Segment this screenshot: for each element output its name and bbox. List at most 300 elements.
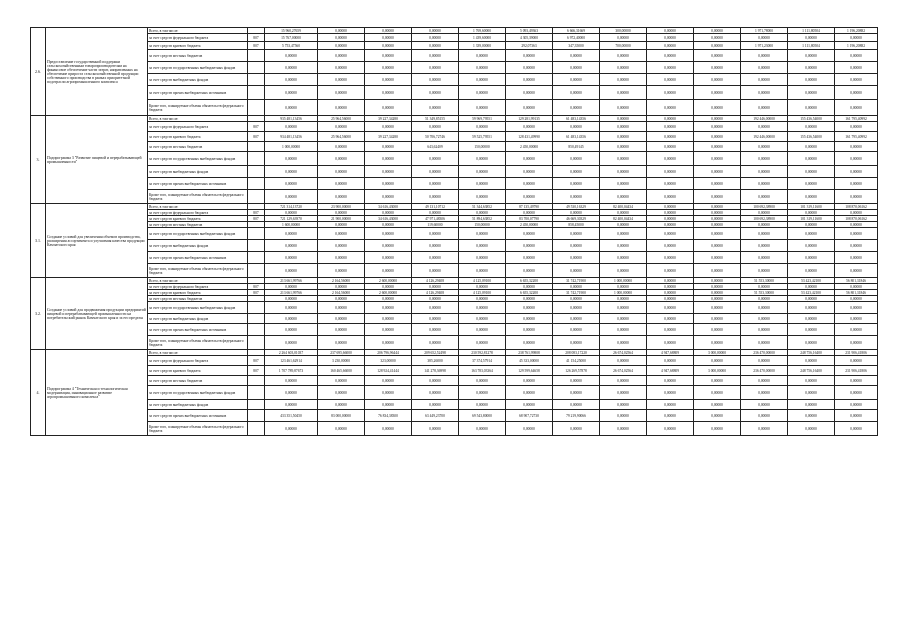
value-cell: 0,00000 — [647, 166, 694, 178]
funding-source-label: за счет средств государственных внебюджетных фондов — [148, 386, 248, 400]
section-index: 3.1. — [31, 204, 46, 278]
value-cell: 0,00000 — [318, 376, 365, 386]
table-row — [31, 142, 878, 152]
value-cell: 0,00000 — [694, 228, 741, 240]
value-cell: 0,00000 — [506, 336, 553, 350]
value-cell: 0,00000 — [600, 400, 647, 410]
budget-code: 807 — [248, 210, 265, 216]
value-cell: 0,00000 — [647, 302, 694, 314]
value-cell: 0,00000 — [741, 142, 788, 152]
value-cell: 3 000,00000 — [694, 366, 741, 376]
value-cell: 0,00000 — [506, 422, 553, 436]
value-cell: 0,00000 — [694, 410, 741, 422]
value-cell: 0,00000 — [788, 74, 835, 86]
value-cell: 100 692,38900 — [741, 216, 788, 222]
value-cell: 0,00000 — [647, 410, 694, 422]
value-cell: 1 769,60000 — [459, 28, 506, 34]
funding-source-label: за счет средств местных бюджетов — [148, 50, 248, 62]
value-cell: 0,00000 — [412, 324, 459, 336]
value-cell: 0,00000 — [647, 152, 694, 166]
value-cell: 0,00000 — [788, 296, 835, 302]
value-cell: 0,00000 — [694, 356, 741, 366]
value-cell: 0,00000 — [412, 314, 459, 324]
value-cell: 6 972,40000 — [553, 34, 600, 42]
table-row — [31, 324, 878, 336]
table-row — [31, 336, 878, 350]
value-cell: 0,00000 — [553, 284, 600, 290]
value-cell: 83 000,00000 — [318, 410, 365, 422]
value-cell: 0,00000 — [647, 116, 694, 122]
value-cell: 0,00000 — [365, 240, 412, 252]
budget-code — [248, 400, 265, 410]
budget-code — [248, 422, 265, 436]
value-cell: 0,00000 — [741, 62, 788, 74]
funding-source-label: за счет средств краевого бюджета — [148, 366, 248, 376]
value-cell: 0,00000 — [741, 386, 788, 400]
value-cell: 0,00000 — [647, 34, 694, 42]
value-cell: 0,00000 — [647, 132, 694, 142]
value-cell: 0,00000 — [318, 284, 365, 290]
value-cell: 0,00000 — [835, 314, 878, 324]
section-index: 3.2. — [31, 278, 46, 350]
value-cell: 0,00000 — [318, 210, 365, 216]
value-cell: 39 227,34280 — [365, 132, 412, 142]
value-cell: 0,00000 — [265, 240, 318, 252]
value-cell: 0,00000 — [694, 324, 741, 336]
value-cell: 0,00000 — [835, 122, 878, 132]
value-cell: 0,00000 — [459, 166, 506, 178]
value-cell: 0,00000 — [412, 100, 459, 116]
value-cell: 0,00000 — [459, 302, 506, 314]
value-cell: 87 135,49790 — [506, 204, 553, 210]
section-index: 2.6. — [31, 28, 46, 116]
value-cell: 0,00000 — [412, 122, 459, 132]
table-row — [31, 386, 878, 400]
value-cell: 0,00000 — [506, 152, 553, 166]
value-cell: 0,00000 — [835, 50, 878, 62]
value-cell: 0,00000 — [694, 204, 741, 210]
value-cell: 0,00000 — [835, 386, 878, 400]
value-cell: 0,00000 — [741, 50, 788, 62]
value-cell: 0,00000 — [788, 356, 835, 366]
value-cell: 0,00000 — [459, 152, 506, 166]
value-cell: 155 436,54000 — [788, 116, 835, 122]
value-cell: 4 305,39000 — [506, 34, 553, 42]
value-cell: 0,00000 — [600, 142, 647, 152]
value-cell: 0,00000 — [835, 210, 878, 216]
value-cell: 0,00000 — [459, 336, 506, 350]
value-cell: 0,00000 — [694, 252, 741, 264]
value-cell: 0,00000 — [265, 336, 318, 350]
value-cell: 0,00000 — [694, 86, 741, 100]
value-cell: 0,00000 — [318, 296, 365, 302]
table-row — [31, 422, 878, 436]
value-cell: 0,00000 — [600, 228, 647, 240]
value-cell: 0,00000 — [741, 356, 788, 366]
value-cell: 0,00000 — [600, 62, 647, 74]
value-cell: 0,00000 — [647, 210, 694, 216]
budget-code — [248, 386, 265, 400]
value-cell: 3 230,00000 — [318, 356, 365, 366]
value-cell: 0,00000 — [788, 190, 835, 204]
value-cell: 0,00000 — [835, 178, 878, 190]
value-cell: 0,00000 — [459, 228, 506, 240]
value-cell: 0,00000 — [694, 34, 741, 42]
value-cell: 0,00000 — [506, 166, 553, 178]
value-cell: 129 599,64658 — [506, 366, 553, 376]
value-cell: 0,00000 — [600, 252, 647, 264]
budget-code — [248, 100, 265, 116]
value-cell: 231 906,41806 — [835, 350, 878, 356]
value-cell: 4 947,68809 — [647, 350, 694, 356]
value-cell: 0,00000 — [459, 240, 506, 252]
value-cell: 79 219,90066 — [553, 410, 600, 422]
value-cell: 0,00000 — [835, 264, 878, 278]
budget-code — [248, 178, 265, 190]
value-cell: 0,00000 — [412, 302, 459, 314]
value-cell: 4 947,68809 — [647, 366, 694, 376]
value-cell: 4 126,29408 — [412, 278, 459, 284]
value-cell: 0,00000 — [835, 296, 878, 302]
value-cell: 0,00000 — [506, 100, 553, 116]
budget-code: 807 — [248, 356, 265, 366]
value-cell: 0,00000 — [694, 178, 741, 190]
value-cell: 0,00000 — [318, 34, 365, 42]
budget-code: 807 — [248, 284, 265, 290]
table-row — [31, 122, 878, 132]
value-cell: 0,00000 — [265, 122, 318, 132]
table-row — [31, 240, 878, 252]
value-cell: 858,45000 — [553, 222, 600, 228]
budget-code: 807 — [248, 366, 265, 376]
value-cell: 0,00000 — [694, 290, 741, 296]
value-cell: 0,00000 — [647, 296, 694, 302]
value-cell: 0,00000 — [553, 400, 600, 410]
value-cell: 0,00000 — [412, 228, 459, 240]
value-cell: 0,00000 — [694, 116, 741, 122]
budget-code: 807 — [248, 132, 265, 142]
value-cell: 0,00000 — [647, 178, 694, 190]
value-cell: 0,00000 — [365, 376, 412, 386]
value-cell: 213 661,99766 — [265, 278, 318, 284]
value-cell: 0,00000 — [741, 400, 788, 410]
budget-table — [30, 27, 878, 436]
value-cell: 0,00000 — [318, 222, 365, 228]
value-cell: 0,00000 — [741, 302, 788, 314]
funding-source-label: Всего, в том числе: — [148, 116, 248, 122]
value-cell: 1 971,23000 — [741, 42, 788, 50]
value-cell: 0,00000 — [600, 34, 647, 42]
value-cell: 0,00000 — [600, 240, 647, 252]
budget-code: 807 — [248, 216, 265, 222]
value-cell: 0,00000 — [506, 284, 553, 290]
value-cell: 0,00000 — [459, 296, 506, 302]
value-cell: 0,00000 — [365, 324, 412, 336]
value-cell: 0,00000 — [600, 410, 647, 422]
value-cell: 47 971,48306 — [412, 216, 459, 222]
value-cell: 0,00000 — [835, 400, 878, 410]
table-row — [31, 228, 878, 240]
value-cell: 2 450,00000 — [506, 142, 553, 152]
value-cell: 248 756,16400 — [788, 366, 835, 376]
value-cell: 0,00000 — [647, 324, 694, 336]
value-cell: 26 674,02564 — [600, 366, 647, 376]
value-cell: 0,00000 — [741, 410, 788, 422]
value-cell: 0,00000 — [835, 152, 878, 166]
value-cell: 385,26000 — [412, 356, 459, 366]
value-cell: 0,00000 — [694, 166, 741, 178]
value-cell: 0,00000 — [835, 302, 878, 314]
value-cell: 0,00000 — [553, 422, 600, 436]
value-cell: 0,00000 — [365, 314, 412, 324]
funding-source-label: Кроме того, планируемые объемы обязательств федерального бюджета — [148, 190, 248, 204]
value-cell: 0,00000 — [265, 74, 318, 86]
value-cell: 0,00000 — [788, 86, 835, 100]
value-cell: 0,00000 — [694, 296, 741, 302]
funding-source-label: Всего, в том числе: — [148, 204, 248, 210]
value-cell: 0,00000 — [265, 86, 318, 100]
value-cell: 0,00000 — [365, 28, 412, 34]
value-cell: 0,00000 — [600, 210, 647, 216]
budget-code — [248, 86, 265, 100]
value-cell: 0,00000 — [788, 400, 835, 410]
value-cell: 0,00000 — [553, 240, 600, 252]
value-cell: 0,00000 — [647, 356, 694, 366]
value-cell: 0,00000 — [459, 422, 506, 436]
value-cell: 76 834,38300 — [365, 410, 412, 422]
funding-source-label: за счет средств внебюджетных фондов — [148, 314, 248, 324]
table-row — [31, 376, 878, 386]
value-cell: 0,00000 — [600, 296, 647, 302]
value-cell: 0,00000 — [835, 166, 878, 178]
value-cell: 0,00000 — [741, 190, 788, 204]
value-cell: 0,00000 — [459, 62, 506, 74]
value-cell: 0,00000 — [600, 190, 647, 204]
budget-code: 807 — [248, 42, 265, 50]
value-cell: 56 801,31846 — [835, 290, 878, 296]
value-cell: 5 753,47560 — [265, 42, 318, 50]
value-cell: 0,00000 — [412, 252, 459, 264]
value-cell: 108 870,06162 — [835, 204, 878, 210]
value-cell: 0,00000 — [788, 222, 835, 228]
value-cell: 0,00000 — [459, 314, 506, 324]
value-cell: 0,00000 — [318, 86, 365, 100]
budget-code: 807 — [248, 34, 265, 42]
value-cell: 0,00000 — [553, 264, 600, 278]
value-cell: 0,00000 — [694, 422, 741, 436]
funding-source-label: за счет средств внебюджетных фондов — [148, 400, 248, 410]
value-cell: 0,00000 — [318, 142, 365, 152]
value-cell: 0,00000 — [600, 152, 647, 166]
value-cell: 31 742,71900 — [553, 278, 600, 284]
table-row — [31, 410, 878, 422]
value-cell: 2 164,56000 — [318, 290, 365, 296]
value-cell: 0,00000 — [741, 422, 788, 436]
value-cell: 0,00000 — [600, 302, 647, 314]
value-cell: 0,00000 — [600, 422, 647, 436]
value-cell: 0,00000 — [741, 210, 788, 216]
value-cell: 6 655,32200 — [506, 290, 553, 296]
value-cell: 0,00000 — [459, 210, 506, 216]
value-cell: 0,00000 — [412, 74, 459, 86]
value-cell: 0,00000 — [647, 290, 694, 296]
value-cell: 0,00000 — [741, 222, 788, 228]
value-cell: 0,00000 — [647, 376, 694, 386]
value-cell: 300,00000 — [600, 28, 647, 34]
value-cell: 53 423,42100 — [788, 278, 835, 284]
value-cell: 82 400,04434 — [600, 216, 647, 222]
value-cell: 0,00000 — [318, 42, 365, 50]
value-cell: 0,00000 — [694, 264, 741, 278]
value-cell: 0,00000 — [459, 264, 506, 278]
value-cell: 0,00000 — [412, 296, 459, 302]
table-row — [31, 62, 878, 74]
value-cell: 0,00000 — [741, 264, 788, 278]
funding-source-label: Кроме того, планируемые объемы обязательств федерального бюджета — [148, 100, 248, 116]
value-cell: 68 907,72730 — [506, 410, 553, 422]
value-cell: 0,00000 — [788, 386, 835, 400]
budget-code — [248, 302, 265, 314]
value-cell: 0,00000 — [265, 386, 318, 400]
value-cell: 0,00000 — [741, 122, 788, 132]
value-cell: 25 964,56000 — [318, 116, 365, 122]
value-cell: 0,00000 — [835, 100, 878, 116]
value-cell: 0,00000 — [600, 314, 647, 324]
value-cell: 0,00000 — [506, 228, 553, 240]
budget-code — [248, 336, 265, 350]
value-cell: 850,49145 — [553, 142, 600, 152]
value-cell: 0,00000 — [412, 422, 459, 436]
value-cell: 4 125,09100 — [459, 278, 506, 284]
value-cell: 236 470,00000 — [741, 350, 788, 356]
value-cell: 119,60000 — [412, 222, 459, 228]
value-cell: 0,00000 — [506, 62, 553, 74]
value-cell: 1 000,00000 — [600, 278, 647, 284]
value-cell: 0,00000 — [365, 142, 412, 152]
value-cell: 0,00000 — [506, 240, 553, 252]
value-cell: 0,00000 — [265, 302, 318, 314]
value-cell: 0,00000 — [365, 252, 412, 264]
value-cell: 0,00000 — [694, 216, 741, 222]
value-cell: 0,00000 — [318, 324, 365, 336]
value-cell: 643,62409 — [412, 142, 459, 152]
value-cell: 0,00000 — [318, 386, 365, 400]
value-cell: 0,00000 — [265, 296, 318, 302]
value-cell: 0,00000 — [506, 50, 553, 62]
funding-source-label: за счет средств федерального бюджета — [148, 210, 248, 216]
value-cell: 0,00000 — [647, 28, 694, 34]
value-cell: 0,00000 — [506, 74, 553, 86]
value-cell: 0,00000 — [459, 252, 506, 264]
value-cell: 0,00000 — [412, 376, 459, 386]
value-cell: 6 655,32200 — [506, 278, 553, 284]
value-cell: 0,00000 — [741, 284, 788, 290]
value-cell: 0,00000 — [506, 376, 553, 386]
value-cell: 56 801,31846 — [835, 278, 878, 284]
value-cell: 0,00000 — [647, 204, 694, 210]
value-cell: 721 314,13720 — [265, 204, 318, 210]
table-row — [31, 314, 878, 324]
value-cell: 0,00000 — [694, 100, 741, 116]
value-cell: 123 461,62914 — [265, 356, 318, 366]
budget-code — [248, 74, 265, 86]
value-cell: 0,00000 — [741, 166, 788, 178]
section-index: 4. — [31, 350, 46, 436]
funding-source-label: за счет средств внебюджетных фондов — [148, 166, 248, 178]
funding-source-label: за счет средств внебюджетных фондов — [148, 74, 248, 86]
value-cell: 50 706,72746 — [412, 132, 459, 142]
value-cell: 347,35000 — [553, 42, 600, 50]
value-cell: 0,00000 — [412, 152, 459, 166]
value-cell: 0,00000 — [600, 376, 647, 386]
value-cell: 0,00000 — [318, 178, 365, 190]
funding-source-label: за счет средств государственных внебюджетных фондов — [148, 302, 248, 314]
value-cell: 0,00000 — [553, 386, 600, 400]
value-cell: 1 196,20882 — [835, 42, 878, 50]
funding-source-label: Всего, в том числе: — [148, 28, 248, 34]
value-cell: 231 906,41806 — [835, 366, 878, 376]
value-cell: 206 796,96444 — [365, 350, 412, 356]
funding-source-label: за счет средств федерального бюджета — [148, 34, 248, 42]
value-cell: 15 767,00000 — [265, 34, 318, 42]
value-cell: 129 281,99135 — [506, 116, 553, 122]
value-cell: 0,00000 — [412, 34, 459, 42]
value-cell: 83 700,07790 — [506, 216, 553, 222]
funding-source-label: за счет средств прочих внебюджетных источников — [148, 86, 248, 100]
value-cell: 101 319,11600 — [788, 204, 835, 210]
value-cell: 61 483,14356 — [553, 132, 600, 142]
value-cell: 1 196,20882 — [835, 28, 878, 34]
value-cell: 0,00000 — [835, 356, 878, 366]
value-cell: 0,00000 — [365, 166, 412, 178]
value-cell: 150,00000 — [459, 142, 506, 152]
value-cell: 0,00000 — [318, 400, 365, 410]
value-cell: 0,00000 — [694, 314, 741, 324]
value-cell: 51 553,30000 — [741, 278, 788, 284]
value-cell: 0,00000 — [741, 228, 788, 240]
value-cell: 0,00000 — [647, 42, 694, 50]
value-cell: 26 674,02564 — [600, 350, 647, 356]
value-cell: 0,00000 — [553, 336, 600, 350]
value-cell: 0,00000 — [506, 252, 553, 264]
value-cell: 230 592,81278 — [459, 350, 506, 356]
value-cell: 0,00000 — [365, 302, 412, 314]
value-cell: 0,00000 — [265, 422, 318, 436]
value-cell: 0,00000 — [459, 400, 506, 410]
value-cell: 238 761,99808 — [506, 350, 553, 356]
table-row — [31, 264, 878, 278]
value-cell: 0,00000 — [412, 42, 459, 50]
value-cell: 0,00000 — [835, 376, 878, 386]
value-cell: 0,00000 — [318, 166, 365, 178]
value-cell: 0,00000 — [506, 400, 553, 410]
value-cell: 0,00000 — [647, 314, 694, 324]
value-cell: 0,00000 — [835, 86, 878, 100]
value-cell: 0,00000 — [318, 62, 365, 74]
section-name: Создание условий для продвижения продукции предприятий пищевой и перерабатывающей промышленности на потребительский рынок Камчатского края и за его пределы — [46, 278, 148, 350]
value-cell: 0,00000 — [694, 400, 741, 410]
value-cell: 0,00000 — [647, 400, 694, 410]
value-cell: 82 400,04434 — [600, 204, 647, 210]
value-cell: 128 431,49990 — [506, 132, 553, 142]
value-cell: 0,00000 — [788, 324, 835, 336]
value-cell: 63 449,23700 — [412, 410, 459, 422]
budget-code — [248, 50, 265, 62]
value-cell: 0,00000 — [694, 302, 741, 314]
value-cell: 0,00000 — [365, 50, 412, 62]
value-cell: 0,00000 — [741, 34, 788, 42]
value-cell: 59 525,79551 — [459, 132, 506, 142]
